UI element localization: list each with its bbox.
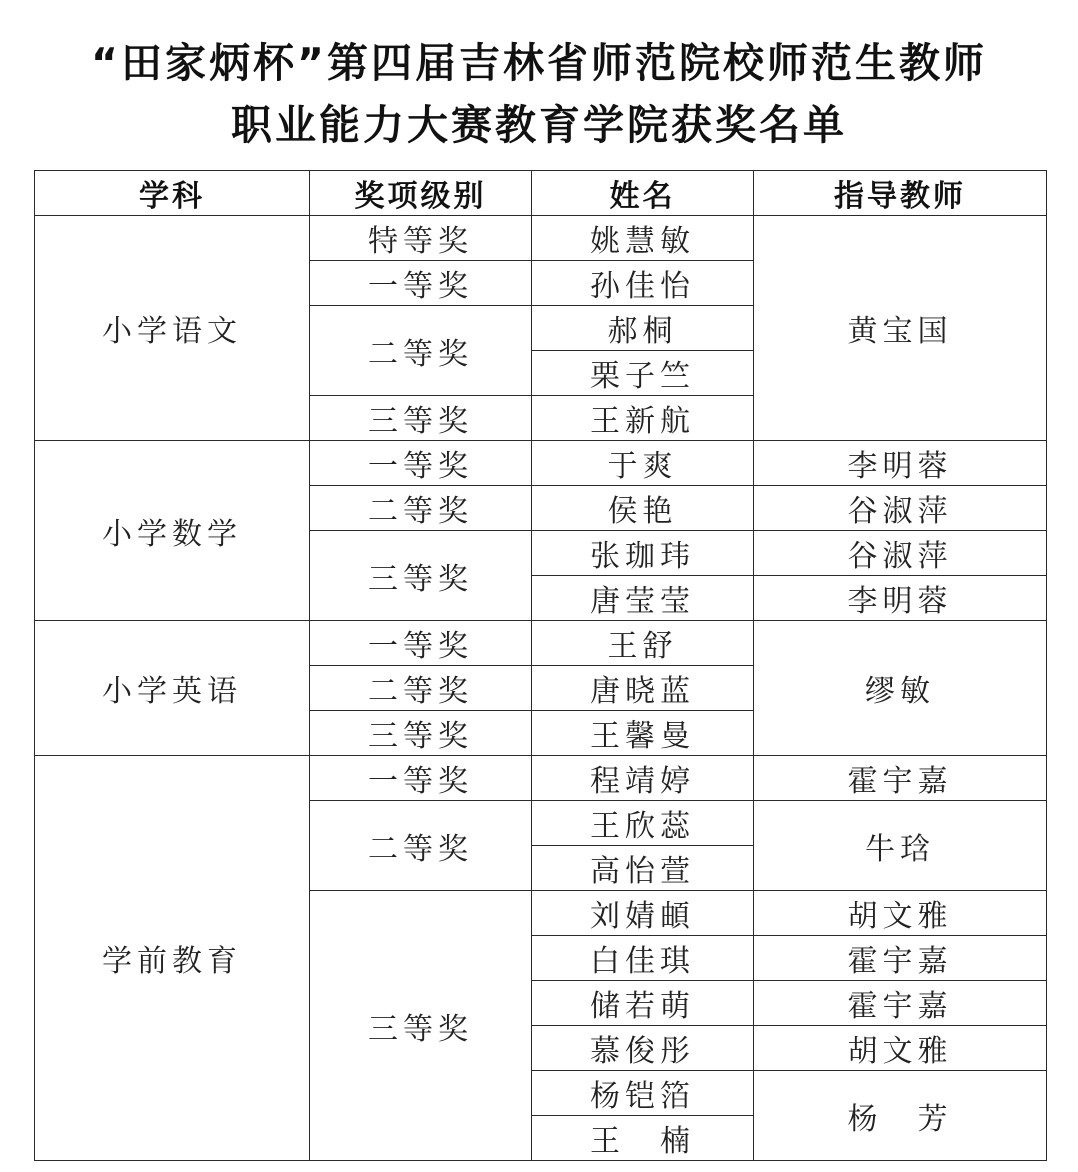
- name-cell: 王新航: [532, 396, 754, 441]
- award-cell: 三等奖: [310, 891, 532, 1161]
- advisor-cell: 胡文雅: [754, 891, 1047, 936]
- document-title-line-1: “田家炳杯”第四届吉林省师范院校师范生教师: [91, 39, 987, 87]
- name-cell: 刘婧頔: [532, 891, 754, 936]
- award-cell: 二等奖: [310, 666, 532, 711]
- advisor-cell: 胡文雅: [754, 1026, 1047, 1071]
- advisor-cell: 牛琀: [754, 801, 1047, 891]
- name-cell: 王欣蕊: [532, 801, 754, 846]
- header-award-level: 奖项级别: [310, 171, 532, 216]
- award-cell: 二等奖: [310, 306, 532, 396]
- award-cell: 一等奖: [310, 441, 532, 486]
- award-cell: 一等奖: [310, 756, 532, 801]
- name-cell: 王舒: [532, 621, 754, 666]
- name-cell: 程靖婷: [532, 756, 754, 801]
- name-cell: 孙佳怡: [532, 261, 754, 306]
- name-cell: 高怡萱: [532, 846, 754, 891]
- subject-cell: 小学英语: [35, 621, 310, 756]
- award-cell: 一等奖: [310, 261, 532, 306]
- name-cell: 白佳琪: [532, 936, 754, 981]
- advisor-cell: 缪敏: [754, 621, 1047, 756]
- award-cell: 三等奖: [310, 531, 532, 621]
- table-row: [35, 441, 1047, 486]
- award-list-table: [34, 170, 1047, 1161]
- subject-cell: 小学数学: [35, 441, 310, 621]
- advisor-cell: 李明蓉: [754, 441, 1047, 486]
- name-cell: 栗子竺: [532, 351, 754, 396]
- advisor-cell: 霍宇嘉: [754, 981, 1047, 1026]
- advisor-cell: 杨 芳: [754, 1071, 1047, 1161]
- table-row: [35, 756, 1047, 801]
- award-cell: 二等奖: [310, 801, 532, 891]
- advisor-cell: 李明蓉: [754, 576, 1047, 621]
- name-cell: 储若萌: [532, 981, 754, 1026]
- name-cell: 于爽: [532, 441, 754, 486]
- advisor-cell: 谷淑萍: [754, 531, 1047, 576]
- subject-cell: 小学语文: [35, 216, 310, 441]
- advisor-cell: 黄宝国: [754, 216, 1047, 441]
- award-cell: 二等奖: [310, 486, 532, 531]
- award-cell: 三等奖: [310, 396, 532, 441]
- name-cell: 侯艳: [532, 486, 754, 531]
- name-cell: 王馨曼: [532, 711, 754, 756]
- name-cell: 唐莹莹: [532, 576, 754, 621]
- table-header-row: [35, 171, 1047, 216]
- table-row: [35, 216, 1047, 261]
- advisor-cell: 霍宇嘉: [754, 936, 1047, 981]
- name-cell: 杨铠箔: [532, 1071, 754, 1116]
- name-cell: 慕俊彤: [532, 1026, 754, 1071]
- advisor-cell: 谷淑萍: [754, 486, 1047, 531]
- name-cell: 郝桐: [532, 306, 754, 351]
- award-cell: 特等奖: [310, 216, 532, 261]
- header-subject: 学科: [35, 171, 310, 216]
- subject-cell: 学前教育: [35, 756, 310, 1161]
- name-cell: 唐晓蓝: [532, 666, 754, 711]
- name-cell: 姚慧敏: [532, 216, 754, 261]
- advisor-cell: 霍宇嘉: [754, 756, 1047, 801]
- document-title-line-2: 职业能力大赛教育学院获奖名单: [231, 101, 847, 149]
- name-cell: 王 楠: [532, 1116, 754, 1161]
- award-cell: 一等奖: [310, 621, 532, 666]
- award-cell: 三等奖: [310, 711, 532, 756]
- table-row: [35, 621, 1047, 666]
- name-cell: 张珈玮: [532, 531, 754, 576]
- header-advisor: 指导教师: [754, 171, 1047, 216]
- header-name: 姓名: [532, 171, 754, 216]
